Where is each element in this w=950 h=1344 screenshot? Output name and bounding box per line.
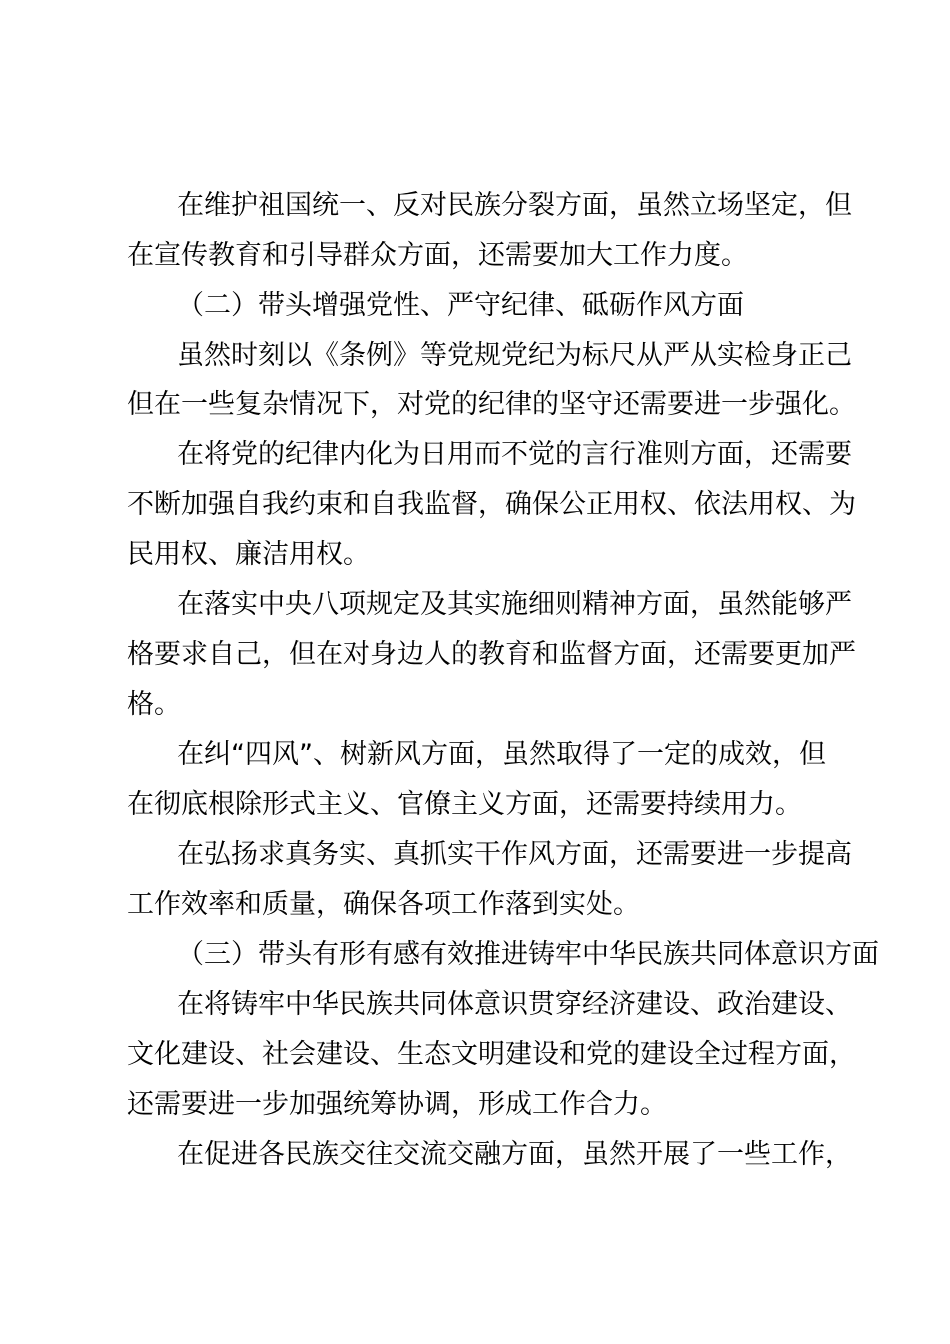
paragraph-line: 还需要进一步加强统筹协调，形成工作合力。 (127, 1089, 667, 1120)
paragraph-line: 在纠“四风”、树新风方面，虽然取得了一定的成效，但 (177, 739, 826, 770)
paragraph-line: 但在一些复杂情况下，对党的纪律的坚守还需要进一步强化。 (127, 389, 856, 420)
paragraph-line: 格。 (127, 689, 181, 720)
paragraph-line: 虽然时刻以《条例》等党规党纪为标尺从严从实检身正己 (177, 340, 852, 371)
paragraph-line: 在弘扬求真务实、真抓实干作风方面，还需要进一步提高 (177, 839, 852, 870)
paragraph-line: 格要求自己，但在对身边人的教育和监督方面，还需要更加严 (127, 639, 856, 670)
paragraph-line: 民用权、廉洁用权。 (127, 539, 370, 570)
paragraph-line: 在宣传教育和引导群众方面，还需要加大工作力度。 (127, 240, 748, 271)
section-heading: （三）带头有形有感有效推进铸牢中华民族共同体意识方面 (177, 939, 879, 970)
paragraph-line: 文化建设、社会建设、生态文明建设和党的建设全过程方面， (127, 1039, 856, 1070)
paragraph-line: 在彻底根除形式主义、官僚主义方面，还需要持续用力。 (127, 789, 802, 820)
paragraph-line: 在将党的纪律内化为日用而不觉的言行准则方面，还需要 (177, 439, 852, 470)
paragraph-line: 在将铸牢中华民族共同体意识贯穿经济建设、政治建设、 (177, 989, 852, 1020)
paragraph-line: 在落实中央八项规定及其实施细则精神方面，虽然能够严 (177, 589, 852, 620)
section-heading: （二）带头增强党性、严守纪律、砥砺作风方面 (177, 290, 744, 321)
paragraph-line: 工作效率和质量，确保各项工作落到实处。 (127, 889, 640, 920)
paragraph-line: 在维护祖国统一、反对民族分裂方面，虽然立场坚定，但 (177, 190, 852, 221)
paragraph-line: 在促进各民族交往交流交融方面，虽然开展了一些工作， (177, 1139, 852, 1170)
paragraph-line: 不断加强自我约束和自我监督，确保公正用权、依法用权、为 (127, 489, 856, 520)
